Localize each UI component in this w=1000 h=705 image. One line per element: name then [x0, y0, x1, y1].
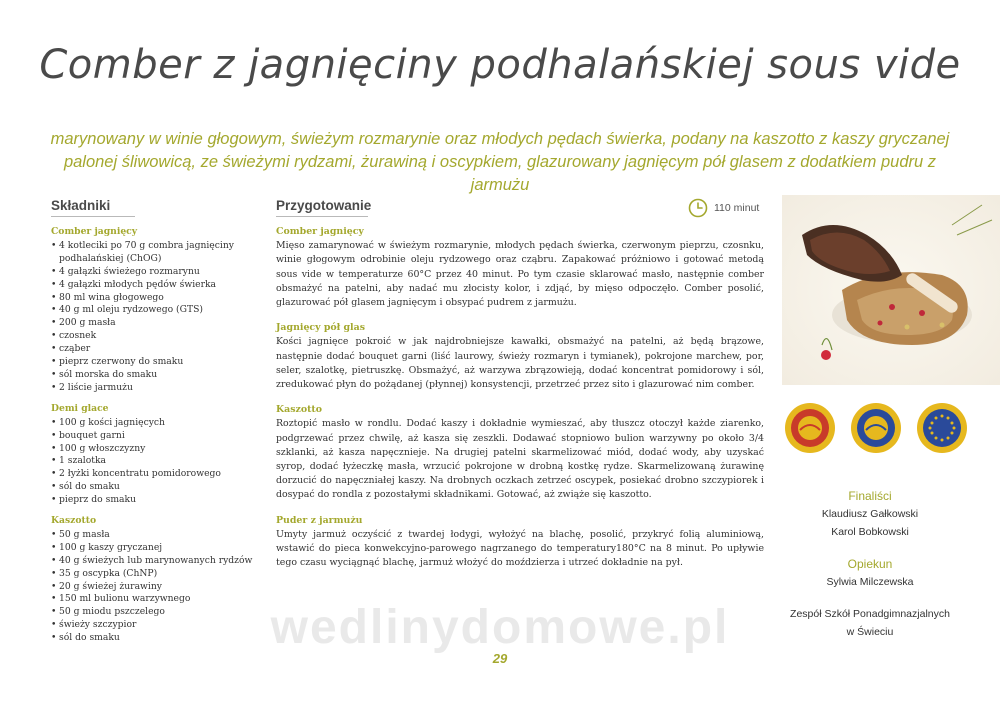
ingredient-group: [51, 226, 256, 395]
ingredient-group: [51, 403, 256, 507]
list-item: • 40 g ml oleju rydzowego (GTS): [51, 304, 256, 317]
school-location: w Świeciu: [846, 626, 894, 638]
prep-section-text: Mięso zamarynować w świeżym rozmarynie, młodych pędach świerka, czerwonym pieprzu, czosnku, winie głogowym odrobinie oleju rydzowego oraz cząbru. Zapakować próżniowo i gotować metodą sous vide w temperaturze 60°C przez 40 minut. Po tym czasie sklarować masło, następnie comber obsmażyć na patelni, aby nadać mu złocisty kolor, i zdjąć, by mięso odpoczęło. Comber posolić, glazurować pół glasem jagnięcym i obsypać pudrem z jarmużu.: [276, 240, 764, 309]
clock-icon: [688, 198, 708, 218]
list-item: • 200 g masła: [51, 317, 256, 330]
list-item: • świeży szczypior: [51, 619, 256, 632]
page-number: 29: [492, 651, 508, 666]
list-item: • 150 ml bulionu warzywnego: [51, 593, 256, 606]
watermark: wedlinydomowe.pl: [270, 601, 730, 654]
list-item: • 80 ml wina głogowego: [51, 292, 256, 305]
prep-section-title: Comber jagnięcy: [276, 226, 364, 237]
list-item: • 2 łyżki koncentratu pomidorowego: [51, 468, 256, 481]
list-item: • pieprz czerwony do smaku: [51, 356, 256, 369]
dish-photo: [782, 195, 1000, 385]
ingredients-heading: Składniki: [51, 198, 135, 217]
protected-designation-seal-icon: [784, 402, 836, 454]
ingredient-group-title: Demi glace: [51, 402, 109, 414]
recipe-subtitle: marynowany w winie głogowym, świeżym rozmarynie oraz młodych pędach świerka, podany na kaszotto z kaszy gryczanej palonej śliwowicą, ze świeżymi rydzami, żurawiną i oscypkiem, glazurowany jagnięcym pół glasem z dodatkiem pudru z jarmużu: [50, 130, 950, 194]
prep-section-text: Umyty jarmuż oczyścić z twardej łodygi, wyłożyć na blachę, posolić, przykryć folią aluminiową, wstawić do pieca konwekcyjno-parowego nagrzanego do temperatury180°C na 8 minut. Po upływie tego czasu wyciągnąć blachę, jarmuż włożyć do moździerza i utrzeć dokładnie na pył.: [276, 528, 764, 569]
list-item: • cząber: [51, 343, 256, 356]
prep-section-title: Jagnięcy pół glas: [276, 322, 365, 334]
list-item: • sól do smaku: [51, 481, 256, 494]
list-item: • 20 g świeżej żurawiny: [51, 581, 256, 594]
list-item: • 2 liście jarmużu: [51, 382, 256, 395]
mentor-name: Sylwia Milczewska: [826, 576, 914, 588]
list-item: • 100 g włoszczyzny: [51, 443, 256, 456]
list-item: • 1 szalotka: [51, 455, 256, 468]
preparation-steps: [276, 225, 764, 581]
prep-section: [276, 403, 764, 502]
prep-section: [276, 514, 764, 571]
list-item: • bouquet garni: [51, 430, 256, 443]
list-item: • 50 g miodu pszczelego: [51, 606, 256, 619]
ingredient-group-title: Comber jagnięcy: [51, 226, 138, 237]
list-item: • 4 kotleciki po 70 g combra jagnięciny podhalańskiej (ChOG): [51, 240, 256, 266]
prep-section-title: Kaszotto: [276, 404, 322, 416]
list-item: • sól do smaku: [51, 632, 256, 645]
recipe-title: Comber z jagnięciny podhalańskiej sous vide: [39, 42, 961, 88]
traditional-speciality-seal-icon: [916, 402, 968, 454]
finalist-name: Karol Bobkowski: [831, 526, 909, 538]
prep-section-text: Kości jagnięce pokroić w jak najdrobniejsze kawałki, obsmażyć na patelni, aż będą brązowe, następnie dodać bouquet garni (liść laurowy, świeży rozmaryn i tymianek), pokrojone marchew, por, seler, szalotkę, pietruszkę. Obsmażyć, aż warzywa zbrązowieją, dodać koncentrat pomidorowy i sól, zredukować płyn do pożądanej (płynnej) konsystencji, przetrzeć przez sito i glazurować nim comber.: [276, 336, 764, 391]
list-item: • 100 g kaszy gryczanej: [51, 542, 256, 555]
quality-seals: [784, 402, 968, 454]
prep-section-text: Roztopić masło w rondlu. Dodać kaszy i dokładnie wymieszać, aby tłuszcz otoczył każde ziarenko, podgrzewać przez chwilę, aż kasza się zeszkli. Dodawać stopniowo bulion warzywny po około 3/4 szklanki, aż kasza napęcznieje. Na drugiej patelni skarmelizować miód, dodać wody, aby uzyskać syrop, dodać łyżeczkę masła, wrzucić pokrojone w drobną kostkę rydze. Skarmelizowaną żurawinę dorzucić do napęczniałej kaszy. Na drobnych oczkach zetrzeć oscypek, posiekać drobno szczypiorek i dosypać do rondla z pozostałymi składnikami. Gotować, aż zwiąże się kaszotto.: [276, 418, 764, 501]
list-item: • 50 g masła: [51, 529, 256, 542]
list-item: • 100 g kości jagnięcych: [51, 417, 256, 430]
preparation-heading: Przygotowanie: [276, 198, 368, 217]
prep-section-title: Puder z jarmużu: [276, 514, 363, 526]
school-name: Zespół Szkół Ponadgimnazjalnych: [790, 608, 950, 620]
prep-section: [276, 321, 764, 392]
mentor-label: Opiekun: [847, 557, 893, 571]
list-item: • sól morska do smaku: [51, 369, 256, 382]
ingredient-group-title: Kaszotto: [51, 515, 97, 527]
list-item: • 35 g oscypka (ChNP): [51, 568, 256, 581]
list-item: • czosnek: [51, 330, 256, 343]
finalist-name: Klaudiusz Gałkowski: [821, 508, 919, 520]
list-item: • pieprz do smaku: [51, 494, 256, 507]
list-item: • 4 gałązki młodych pędów świerka: [51, 279, 256, 292]
prep-section: [276, 225, 764, 310]
finalists-label: Finaliści: [848, 489, 892, 503]
prep-time-label: 110 minut: [714, 202, 760, 214]
list-item: • 4 gałązki świeżego rozmarynu: [51, 266, 256, 279]
prep-time: [688, 198, 759, 218]
ingredients-list: [51, 226, 256, 653]
protected-geographical-seal-icon: [850, 402, 902, 454]
list-item: • 40 g świeżych lub marynowanych rydzów: [51, 555, 256, 568]
